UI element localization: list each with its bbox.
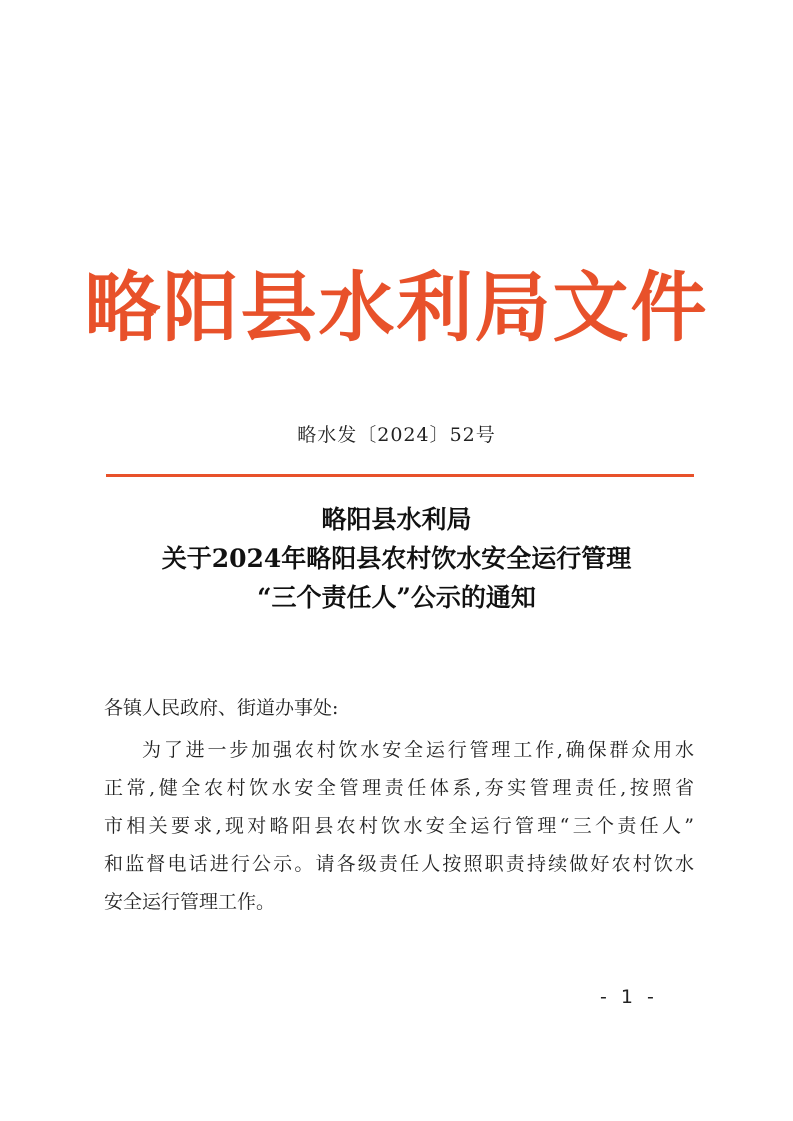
title-line: 关于2024年略阳县农村饮水安全运行管理 [161, 544, 632, 573]
body-line: 和监督电话进行公示。请各级责任人按照职责持续做好农村饮水 [104, 853, 694, 875]
title-line: “三个责任人”公示的通知 [257, 583, 536, 612]
document-number: 略水发〔2024〕52号 [297, 424, 496, 446]
body-line: 安全运行管理工作。 [104, 891, 276, 913]
title-line: 略阳县水利局 [321, 505, 472, 534]
body-line: 为了进一步加强农村饮水安全运行管理工作,确保群众用水 [142, 739, 694, 761]
body-paragraph [104, 731, 694, 921]
salutation: 各镇人民政府、街道办事处: [104, 697, 339, 719]
body-line: 正常,健全农村饮水安全管理责任体系,夯实管理责任,按照省 [104, 777, 694, 799]
red-divider-line [106, 474, 694, 477]
page-number: - 1 - [600, 986, 658, 1008]
masthead-title: 略阳县水利局文件 [84, 263, 709, 352]
body-line: 市相关要求,现对略阳县农村饮水安全运行管理“三个责任人” [104, 815, 694, 837]
notice-title [0, 500, 793, 617]
